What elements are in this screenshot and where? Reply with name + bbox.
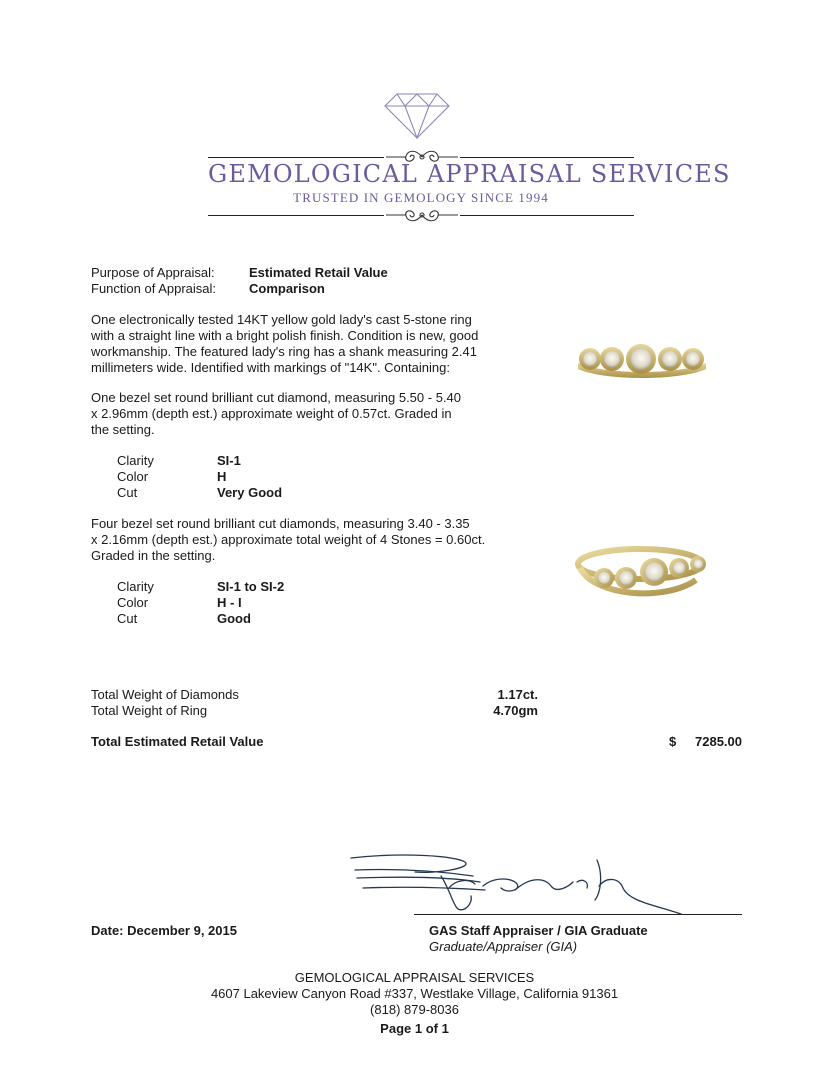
center-stone-line: One bezel set round brilliant cut diamond, measuring 5.50 - 5.40 (91, 390, 461, 405)
center-stone-line: the setting. (91, 422, 155, 437)
function-label: Function of Appraisal: (91, 281, 217, 296)
side-cut-label: Cut (117, 611, 138, 626)
description-line: workmanship. The featured lady's ring has a shank measuring 2.41 (91, 344, 477, 359)
side-color-value: H - I (217, 595, 242, 610)
appraiser-title: GAS Staff Appraiser / GIA Graduate (429, 923, 648, 938)
company-logo-name: GEMOLOGICAL APPRAISAL SERVICES (208, 160, 731, 188)
side-clarity-value: SI-1 to SI-2 (217, 579, 285, 594)
center-clarity-value: SI-1 (217, 453, 241, 468)
scroll-ornament-bottom (384, 206, 460, 224)
center-stone-description (91, 390, 511, 438)
side-stones-description (91, 516, 511, 564)
center-cut-label: Cut (117, 485, 138, 500)
total-retail-label: Total Estimated Retail Value (91, 734, 264, 749)
total-retail-value: 7285.00 (695, 734, 742, 749)
side-stones-line: Graded in the setting. (91, 548, 216, 563)
side-cut-value: Good (217, 611, 251, 626)
center-color-label: Color (117, 469, 149, 484)
footer-company: GEMOLOGICAL APPRAISAL SERVICES (294, 970, 535, 985)
center-color-value: H (217, 469, 227, 484)
side-stones-line: Four bezel set round brilliant cut diamonds, measuring 3.40 - 3.35 (91, 516, 470, 531)
item-description (91, 312, 511, 376)
description-line: millimeters wide. Identified with markings of "14K". Containing: (91, 360, 450, 375)
handwritten-signature (345, 848, 690, 920)
side-stones-line: x 2.16mm (depth est.) approximate total weight of 4 Stones = 0.60ct. (91, 532, 486, 547)
side-color-label: Color (117, 595, 149, 610)
page-number: Page 1 of 1 (380, 1021, 449, 1036)
description-line: One electronically tested 14KT yellow gold lady's cast 5-stone ring (91, 312, 472, 327)
center-cut-value: Very Good (217, 485, 283, 500)
ring-angle-image (574, 540, 714, 610)
appraiser-subtitle: Graduate/Appraiser (GIA) (429, 939, 578, 954)
total-diamonds-label: Total Weight of Diamonds (91, 687, 239, 702)
company-tagline: TRUSTED IN GEMOLOGY SINCE 1994 (293, 190, 549, 205)
ring-front-image (574, 335, 710, 385)
side-clarity-label: Clarity (117, 579, 154, 594)
purpose-value: Estimated Retail Value (249, 265, 388, 280)
center-stone-line: x 2.96mm (depth est.) approximate weight of 0.57ct. Graded in (91, 406, 452, 421)
purpose-label: Purpose of Appraisal: (91, 265, 215, 280)
footer-address: 4607 Lakeview Canyon Road #337, Westlake Village, California 91361 (210, 986, 619, 1001)
signature-line (414, 914, 742, 915)
currency-symbol: $ (669, 734, 677, 749)
function-value: Comparison (249, 281, 325, 296)
diamond-logo-icon (383, 92, 451, 140)
total-diamonds-value: 1.17ct. (497, 687, 538, 702)
total-ring-label: Total Weight of Ring (91, 703, 208, 718)
footer-phone: (818) 879-8036 (370, 1002, 459, 1017)
center-clarity-label: Clarity (117, 453, 154, 468)
description-line: with a straight line with a bright polish finish. Condition is new, good (91, 328, 479, 343)
appraisal-date: Date: December 9, 2015 (91, 923, 237, 938)
total-ring-value: 4.70gm (493, 703, 538, 718)
